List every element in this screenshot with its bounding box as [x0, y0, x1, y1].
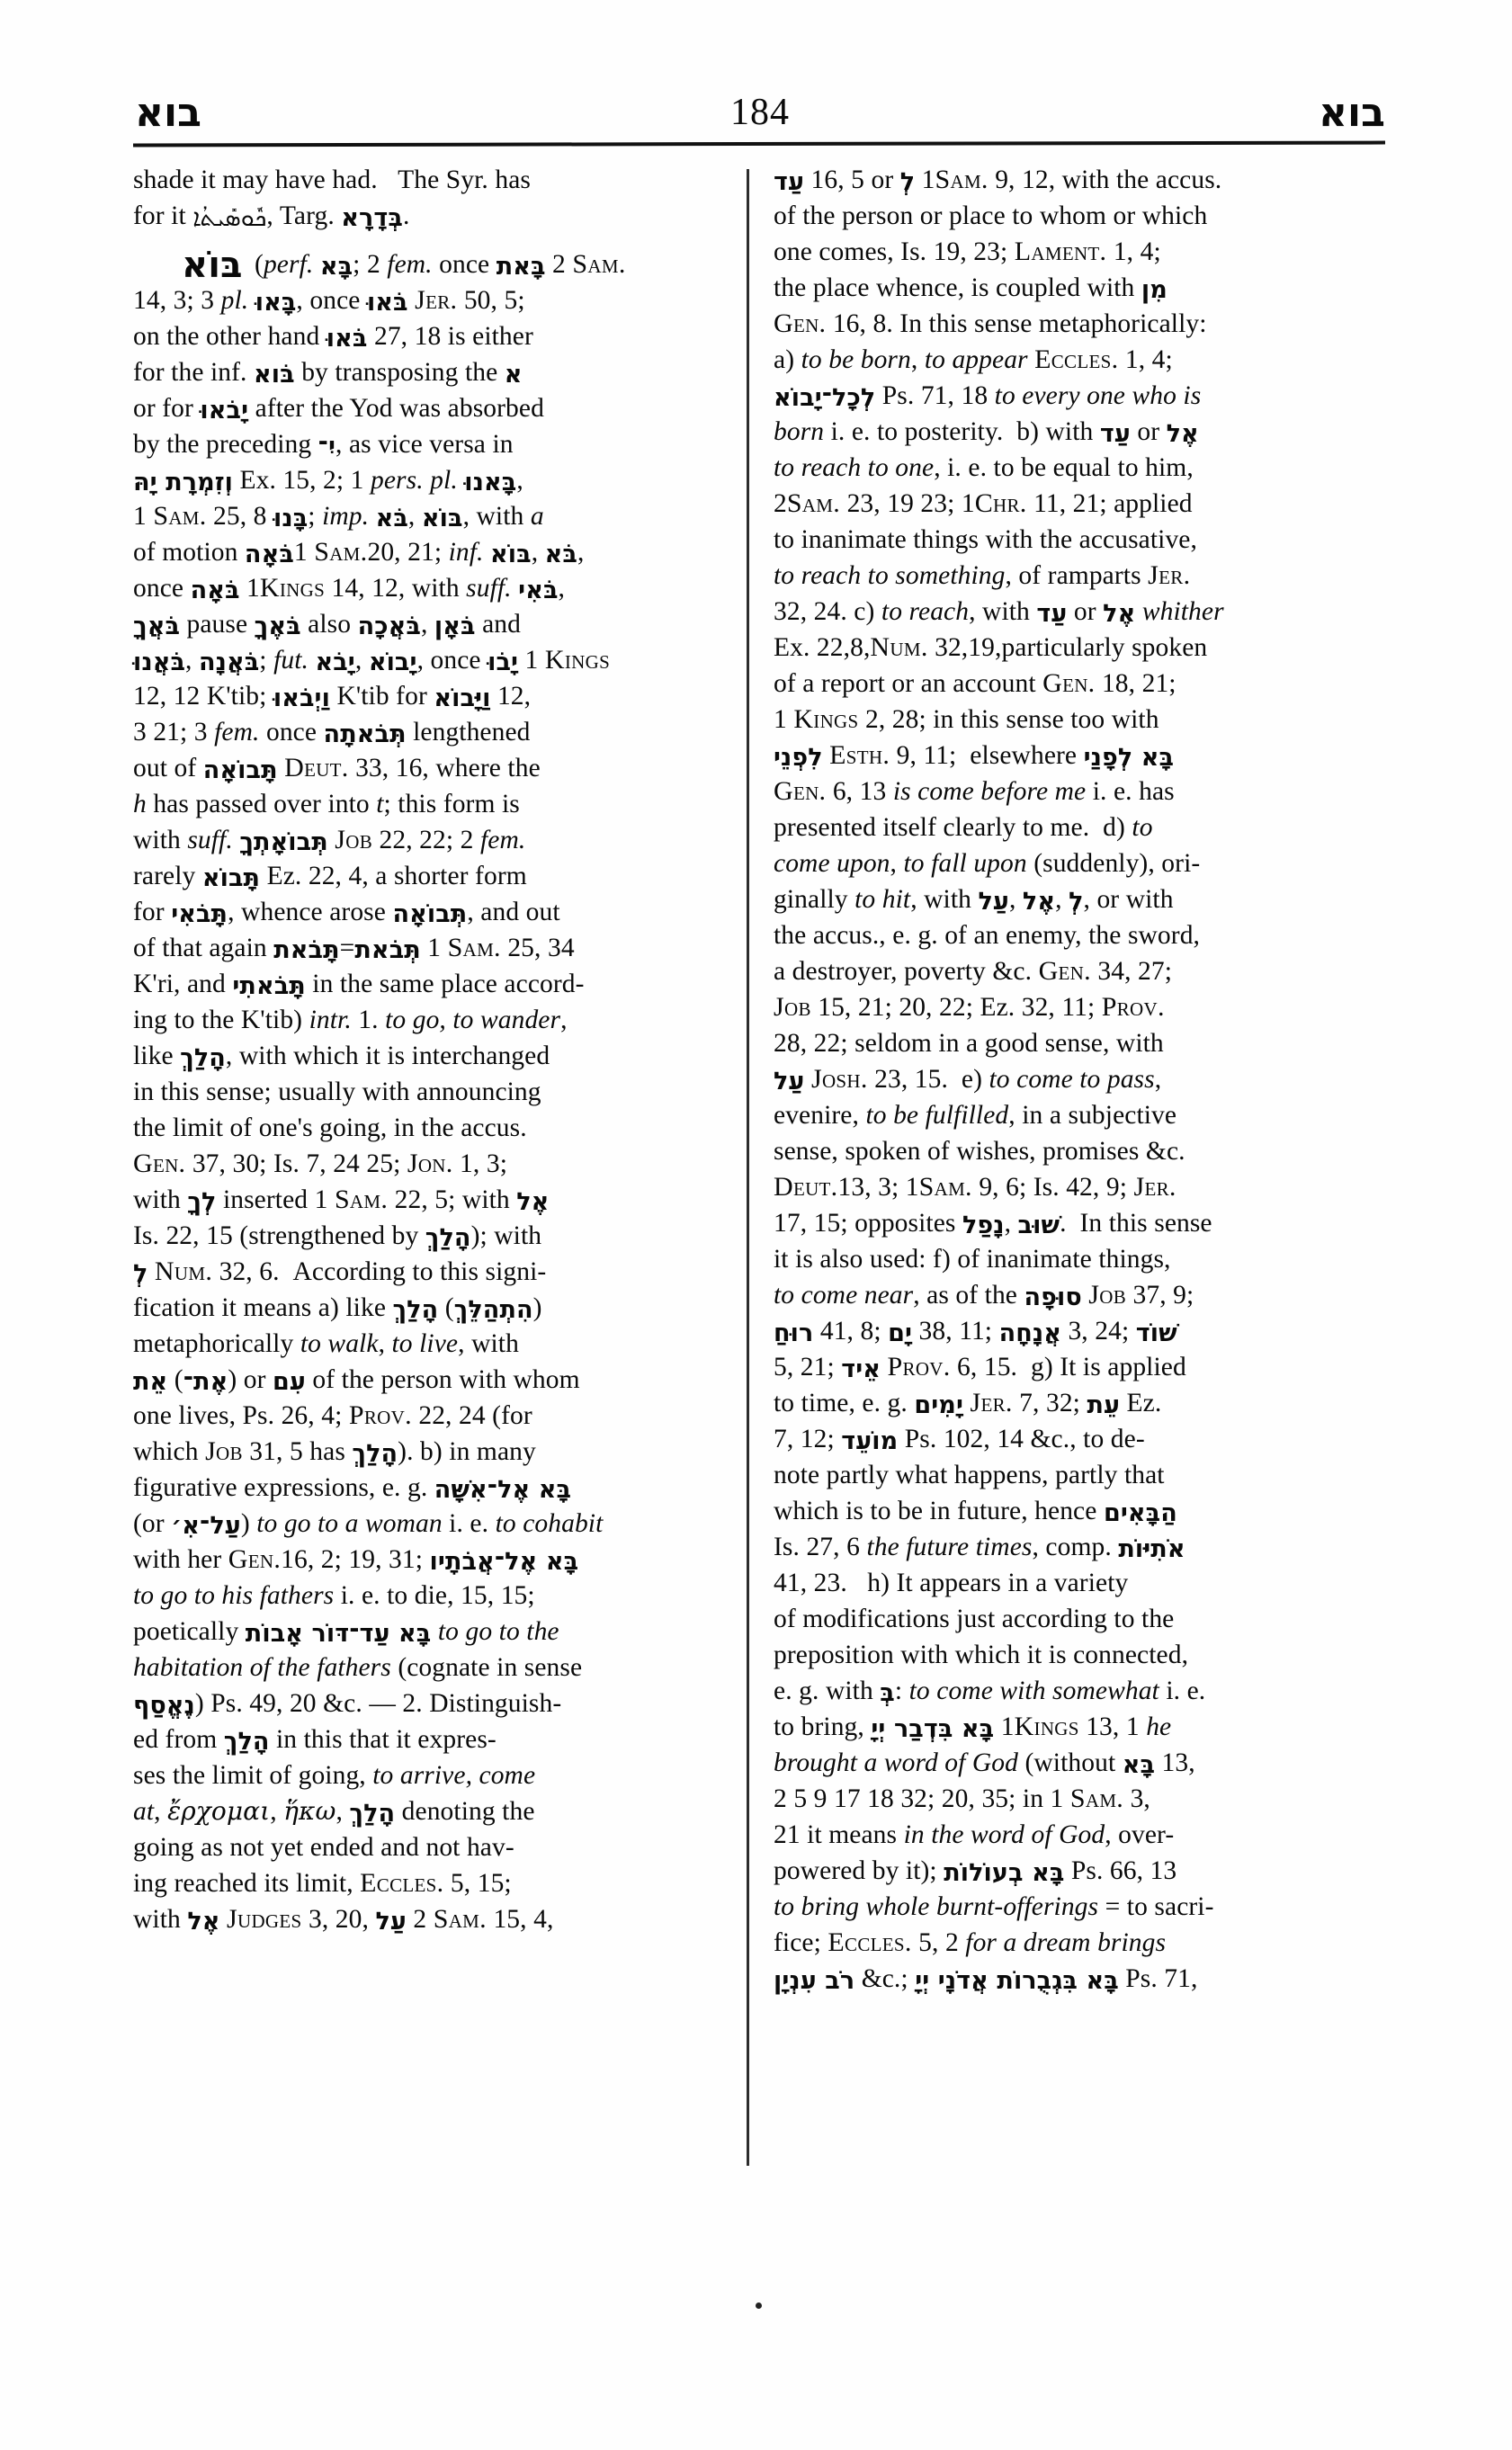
text-line: 21 it means in the word of God, over-	[774, 1820, 1175, 1849]
text-line: for תָּבֹאִי, whence arose תְּבוֹאָה, and out	[133, 894, 711, 930]
text-line: Gen. 37, 30; Is. 7, 24 25; Jon. 1, 3;	[133, 1149, 507, 1178]
greek-word: ἔρχομαι	[167, 1796, 271, 1826]
hebrew-word: יָבֹא	[315, 648, 355, 676]
text-line: one comes, Is. 19, 23; Lament. 1, 4;	[774, 237, 1161, 266]
text-line: in this sense; usually with announcing	[133, 1077, 541, 1106]
text-line: out of תָּבוֹאָה Deut. 33, 16, where the	[133, 750, 711, 786]
hebrew-word: הָלַךְ	[352, 1440, 398, 1468]
text-line: 3 21; 3 fem. once תְּבֹאתָה lengthened	[133, 714, 711, 750]
page-ornament-dot	[756, 2302, 762, 2309]
text-line: figurative expressions, e. g. בָּא אֶל־אִשָּׁה	[133, 1470, 711, 1506]
text-line: בֹּאֲנוּ, בֹּאֲנָה; fut. יָבֹא, יָבוֹא, once יָבֹוּ 1 Kings	[133, 642, 711, 678]
hebrew-word: יָמִים	[914, 1391, 963, 1419]
hebrew-word: תְּבוֹאָתְךָ	[239, 828, 328, 856]
text-line: K'ri, and תָּבֹאתִי in the same place accord-	[133, 966, 711, 1002]
text-line: to reach to one, i. e. to be equal to him,	[774, 453, 1194, 482]
text-line: e. g. with בְּ: to come with somewhat i. e.	[774, 1673, 1320, 1709]
text-line: אֵת (אֶת־) or עִם of the person with whom	[133, 1362, 711, 1398]
hebrew-word: בְּ	[880, 1679, 895, 1707]
hebrew-word: בֹּאֲנָה	[198, 648, 260, 676]
text-line: for the inf. בֹּוא by transposing the א	[133, 354, 711, 390]
hebrew-word: עִם	[272, 1368, 306, 1396]
hebrew-word: יָם	[888, 1319, 913, 1347]
hebrew-word: בֹּוא	[254, 361, 295, 389]
text-line: the place whence, is coupled with מִן	[774, 270, 1320, 306]
text-line: fication it means a) like הָלַךְ (הִתְהַלֵּךְ)	[133, 1290, 711, 1326]
hebrew-word: בָּא עַד־דּוֹר אָבוֹת	[245, 1620, 432, 1648]
hebrew-word: בָּא בִּגְבֻרוֹת אֲדֹנָי יְיָ	[915, 1967, 1119, 1995]
hebrew-word: הַבָּאִים	[1103, 1499, 1177, 1527]
hebrew-word: בָּא אֶל־אֲבֹתָיו	[429, 1548, 579, 1576]
hebrew-word: הָלַךְ	[349, 1800, 396, 1828]
text-line: 2 5 9 17 18 32; 20, 35; in 1 Sam. 3,	[774, 1784, 1150, 1813]
hebrew-word: תָּבוֹאָה	[202, 756, 278, 784]
hebrew-word: רֹב עִנְיָן	[774, 1967, 855, 1995]
hebrew-word: לְ	[1069, 888, 1084, 916]
text-line: shade it may have had. The Syr. has	[133, 165, 531, 194]
text-line: rarely תָּבוֹא Ez. 22, 4, a shorter form	[133, 858, 711, 894]
text-line: powered by it); בָּא בְעוֹלוֹת Ps. 66, 13	[774, 1853, 1320, 1889]
hebrew-word: יָבֹאוּ	[200, 397, 249, 425]
text-line: Ex. 22,8,Num. 32,19,particularly spoken	[774, 632, 1208, 662]
text-line: a) to be born, to appear Eccles. 1, 4;	[774, 344, 1173, 374]
text-line: evenire, to be fulfilled, in a subjective	[774, 1101, 1177, 1130]
hebrew-word: בֹּאֲכָה	[357, 612, 421, 640]
text-line: come upon, to fall upon (suddenly), ori-	[774, 849, 1201, 878]
text-line: to reach to something, of ramparts Jer.	[774, 560, 1191, 590]
hebrew-word: תָּבוֹא	[201, 864, 261, 892]
text-line: 2Sam. 23, 19 23; 1Chr. 11, 21; applied	[774, 488, 1193, 518]
hebrew-word: בֹּאֲךָ	[133, 612, 181, 640]
hebrew-word: בֹּאוּ	[326, 325, 368, 353]
hebrew-word: מִן	[1141, 276, 1168, 304]
hebrew-word: יִ־	[318, 433, 336, 460]
hebrew-word: תְּבֹאת	[354, 936, 421, 964]
running-head-right-headword: בוא	[1319, 90, 1385, 136]
entry-headword: בּוֹא	[182, 245, 243, 286]
text-line: one lives, Ps. 26, 4; Prov. 22, 24 (for	[133, 1400, 532, 1430]
text-line: going as not yet ended and not hav-	[133, 1833, 514, 1862]
text-line: metaphorically to walk, to live, with	[133, 1329, 519, 1358]
hebrew-word: אֶל	[1022, 888, 1056, 916]
hebrew-word: בָּא בְעוֹלוֹת	[944, 1859, 1065, 1887]
text-line: to go to his fathers i. e. to die, 15, 15;	[133, 1581, 535, 1610]
text-line: on the other hand בֹּאוּ 27, 18 is either	[133, 318, 711, 354]
hebrew-word: אֶת־	[183, 1368, 228, 1396]
hebrew-word: הָלַךְ	[180, 1044, 226, 1072]
hebrew-word: בֹּאֲנוּ	[133, 648, 186, 676]
text-line: the limit of one's going, in the accus.	[133, 1113, 527, 1142]
text-line: to bring, בָּא בִּדְבַר יְיָ 1Kings 13, 1 he	[774, 1709, 1320, 1745]
text-line: or for יָבֹאוּ after the Yod was absorbed	[133, 390, 711, 426]
hebrew-word: בָּאנוּ	[464, 469, 517, 496]
text-line: 17, 15; opposites נָפַל, שׁוּב. In this sense	[774, 1205, 1320, 1241]
hebrew-word: וַיְבֹאוּ	[273, 684, 330, 712]
text-line: of that again תָּבֹאת=תְּבֹאת 1 Sam. 25, 34	[133, 930, 711, 966]
hebrew-word: בָּא	[319, 253, 353, 281]
hebrew-word: לְכָל־יָבוֹא	[774, 384, 876, 412]
running-head-left-headword: בוא	[135, 90, 201, 136]
page-number: 184	[730, 92, 790, 133]
hebrew-word: בּוֹא	[490, 541, 532, 568]
running-head	[135, 70, 1385, 136]
text-line: h has passed over into t; this form is	[133, 790, 520, 818]
text-line: רֹב עִנְיָן &c.; בָּא בִּגְבֻרוֹת אֲדֹנָי יְיָ Ps. 71,	[774, 1961, 1320, 1997]
text-line: לְ Num. 32, 6. According to this signi-	[133, 1254, 711, 1290]
hebrew-word: אֶל	[187, 1908, 220, 1936]
hebrew-word: סוּפָה	[1024, 1283, 1082, 1311]
hebrew-word: אֵת	[133, 1368, 168, 1396]
text-line: at, ἔρχομαι, ἥκω, הָלַךְ denoting the	[133, 1793, 711, 1829]
hebrew-word: לְ	[899, 168, 916, 196]
text-line: 1 Kings 2, 28; in this sense too with	[774, 704, 1159, 734]
hebrew-word: אֵיד	[841, 1355, 881, 1383]
hebrew-word: עַל	[774, 1068, 805, 1095]
text-line: 1 Sam. 25, 8 בָּנוּ; imp. בֹּא, בּוֹא, with a	[133, 498, 711, 534]
text-line: וְזִמְרָת יָהּ Ex. 15, 2; 1 pers. pl. בָּאנוּ,	[133, 462, 711, 498]
hebrew-word: עַד	[1036, 600, 1068, 628]
text-line: to inanimate things with the accusative,	[774, 525, 1197, 554]
text-line: Job 15, 21; 20, 22; Ez. 32, 11; Prov.	[774, 992, 1165, 1022]
hebrew-letter: א	[504, 361, 523, 389]
text-line: habitation of the fathers (cognate in sense	[133, 1653, 583, 1682]
hebrew-word: בֹּאוּ	[366, 289, 408, 317]
header-rule	[133, 141, 1385, 148]
hebrew-word: תְּבֹאתָה	[323, 720, 407, 748]
text-line: which is to be in future, hence הַבָּאִים	[774, 1493, 1320, 1529]
hebrew-word: עֵת	[1087, 1391, 1121, 1419]
text-line: 12, 12 K'tib; וַיְבֹאוּ K'tib for וַיָּבוֹא 12,	[133, 678, 711, 714]
hebrew-word: הִתְהַלֵּךְ	[453, 1296, 533, 1324]
text-line: with suff. תְּבוֹאָתְךָ Job 22, 22; 2 fem.	[133, 822, 711, 858]
text-line: poetically בָּא עַד־דּוֹר אָבוֹת to go to the	[133, 1614, 711, 1650]
hebrew-word: יָבֹוּ	[488, 648, 519, 676]
hebrew-word: עַד	[1099, 420, 1131, 448]
hebrew-word: תְּבוֹאָה	[392, 900, 468, 928]
text-line: 14, 3; 3 pl. בָּאוּ, once בֹּאוּ Jer. 50, 5;	[133, 282, 711, 318]
text-line: with her Gen.16, 2; 19, 31; בָּא אֶל־אֲבֹתָיו	[133, 1542, 711, 1578]
text-line: to time, e. g. יָמִים Jer. 7, 32; עֵת Ez.	[774, 1385, 1320, 1421]
hebrew-word: בֹּאָה	[190, 577, 240, 604]
text-line: with אֶל Judges 3, 20, עַל 2 Sam. 15, 4,	[133, 1901, 711, 1937]
hebrew-word: בֹּאָן	[434, 612, 476, 640]
hebrew-word: בֹּא	[375, 505, 408, 532]
hebrew-word: תָּבֹאִי	[171, 900, 228, 928]
text-line: Gen. 6, 13 is come before me i. e. has	[774, 776, 1175, 806]
hebrew-word: רוּחַ	[774, 1319, 814, 1347]
text-line: it is also used: f) of inanimate things,	[774, 1245, 1171, 1274]
hebrew-word: אֶל	[1166, 420, 1199, 448]
hebrew-word: יָבוֹא	[368, 648, 417, 676]
hebrew-word: עַל־אִ׳	[171, 1512, 241, 1540]
left-column	[133, 162, 727, 1997]
text-line: once בֹּאָה 1Kings 14, 12, with suff. בֹּאִי,	[133, 570, 711, 606]
text-line: נֶאֱסַף) Ps. 49, 20 &c. — 2. Distinguish-	[133, 1685, 711, 1721]
text-line: ing to the K'tib) intr. 1. to go, to wander,	[133, 1006, 568, 1034]
text-line: בֹּאֲךָ pause בֹּאֶךָ also בֹּאֲכָה, בֹּאָן and	[133, 606, 711, 642]
hebrew-word: שׁוּב	[1017, 1212, 1060, 1239]
hebrew-word: לְ	[133, 1260, 148, 1288]
hebrew-word: עַל	[375, 1908, 407, 1936]
hebrew-word: מוֹעֵד	[841, 1427, 899, 1455]
text-line: Gen. 16, 8. In this sense metaphorically:	[774, 308, 1207, 338]
text-line: preposition with which it is connected,	[774, 1641, 1189, 1669]
text-line: לִפְנֵי Esth. 9, 11; elsewhere בָּא לְפָנַי	[774, 738, 1320, 773]
text-line: עַד 16, 5 or לְ 1Sam. 9, 12, with the accus.	[774, 162, 1320, 198]
hebrew-word: בָּנוּ	[273, 505, 309, 532]
hebrew-word: בָּא בִּדְבַר יְיָ	[871, 1715, 995, 1743]
text-line: ginally to hit, with עַל, אֶל, לְ, or with	[774, 881, 1320, 917]
hebrew-word: תָּבֹאתִי	[232, 972, 306, 1000]
hebrew-word: בָּא אֶל־אִשָּׁה	[434, 1476, 572, 1504]
hebrew-word: עַד	[774, 168, 805, 196]
hebrew-word: הָלַךְ	[425, 1224, 471, 1252]
entry-line: בּוֹא (perf. בָּא; 2 fem. once בָּאת 2 Sam.	[182, 245, 626, 286]
hebrew-word: אֲנָחָה	[998, 1319, 1061, 1347]
hebrew-word: שׁוֹד	[1135, 1319, 1177, 1347]
hebrew-word: תָּבֹאת	[273, 936, 340, 964]
hebrew-word: עַל	[978, 888, 1009, 916]
text-line: (or עַל־אִ׳) to go to a woman i. e. to cohabit	[133, 1506, 711, 1542]
hebrew-word: נָפַל	[962, 1212, 1005, 1239]
hebrew-word: בֹּאָה	[244, 541, 294, 568]
hebrew-word: אֶל	[1103, 600, 1136, 628]
hebrew-word: בָּאת	[496, 253, 546, 281]
hebrew-word: וַיָּבוֹא	[434, 684, 491, 712]
hebrew-word: בְּדָרָא	[341, 204, 403, 232]
hebrew-word: בֹּאֶךָ	[254, 612, 301, 640]
text-line: of motion בֹּאָה1 Sam.20, 21; inf. בּוֹא, בֹּא,	[133, 534, 711, 570]
hebrew-word: לִפְנֵי	[774, 744, 823, 772]
hebrew-word: אֶל	[516, 1188, 550, 1216]
text-line: 41, 23. h) It appears in a variety	[774, 1569, 1129, 1597]
text-line: Is. 27, 6 the future times, comp. אֹתִיּוֹת	[774, 1529, 1320, 1565]
hebrew-word: לְךָ	[187, 1188, 217, 1216]
text-line: brought a word of God (without בָּא 13,	[774, 1745, 1320, 1781]
text-line: לְכָל־יָבוֹא Ps. 71, 18 to every one who is	[774, 378, 1320, 414]
hebrew-word: הָלַךְ	[223, 1728, 270, 1756]
text-line: of a report or an account Gen. 18, 21;	[774, 668, 1176, 698]
text-line: to bring whole burnt-offerings = to sacri-	[774, 1892, 1214, 1921]
text-line: for it ܟܽܘܣܺܝܬܳܐ, Targ. בְּדָרָא.	[133, 198, 711, 234]
text-line: which Job 31, 5 has הָלַךְ). b) in many	[133, 1434, 711, 1470]
text-line: of modifications just according to the	[774, 1605, 1175, 1633]
text-line: like הָלַךְ, with which it is interchanged	[133, 1038, 711, 1074]
hebrew-word: בָּא	[1122, 1751, 1156, 1779]
hebrew-word: בּוֹא	[421, 505, 463, 532]
hebrew-word: נֶאֱסַף	[133, 1692, 195, 1720]
text-line: note partly what happens, partly that	[774, 1461, 1165, 1489]
text-line: born i. e. to posterity. b) with עַד or אֶל	[774, 414, 1320, 450]
text-line: Deut.13, 3; 1Sam. 9, 6; Is. 42, 9; Jer.	[774, 1172, 1176, 1202]
text-line: Is. 22, 15 (strengthened by הָלַךְ); with	[133, 1218, 711, 1254]
text-line: by the preceding יִ־, as vice versa in	[133, 426, 711, 462]
text-line: to come near, as of the סוּפָה Job 37, 9;	[774, 1277, 1320, 1313]
text-line: 28, 22; seldom in a good sense, with	[774, 1029, 1164, 1058]
text-line: 7, 12; מוֹעֵד Ps. 102, 14 &c., to de-	[774, 1421, 1320, 1457]
syriac-word: ܟܽܘܣܺܝܬܳܐ	[192, 204, 267, 232]
text-line: ed from הָלַךְ in this that it expres-	[133, 1721, 711, 1757]
hebrew-word: בֹּאִי	[518, 577, 559, 604]
text-line: presented itself clearly to me. d) to	[774, 813, 1153, 842]
text-line: sense, spoken of wishes, promises &c.	[774, 1137, 1185, 1166]
hebrew-word: אֹתִיּוֹת	[1118, 1535, 1185, 1563]
text-line: 5, 21; אֵיד Prov. 6, 15. g) It is applied	[774, 1349, 1320, 1385]
hebrew-word: בֹּא	[544, 541, 577, 568]
text-line: עַל Josh. 23, 15. e) to come to pass,	[774, 1061, 1320, 1097]
text-line: a destroyer, poverty &c. Gen. 34, 27;	[774, 956, 1173, 986]
text-line: ing reached its limit, Eccles. 5, 15;	[133, 1868, 512, 1898]
right-column	[727, 162, 1320, 1997]
text-line: fice; Eccles. 5, 2 for a dream brings	[774, 1927, 1167, 1957]
text-line: ses the limit of going, to arrive, come	[133, 1761, 536, 1790]
text-line: the accus., e. g. of an enemy, the sword,	[774, 921, 1201, 950]
hebrew-word: בָּא לְפָנַי	[1083, 744, 1175, 772]
hebrew-word: וְזִמְרָת יָהּ	[133, 469, 234, 496]
text-line: 32, 24. c) to reach, with עַד or אֶל whither	[774, 594, 1320, 630]
column-container	[133, 162, 1385, 1997]
text-line: with לְךָ inserted 1 Sam. 22, 5; with אֶל	[133, 1182, 711, 1218]
hebrew-word: בָּאוּ	[255, 289, 297, 317]
greek-word: ἥκω	[283, 1796, 336, 1826]
text-line: of the person or place to whom or which	[774, 201, 1208, 230]
hebrew-word: הָלַךְ	[392, 1296, 439, 1324]
text-line: רוּחַ 41, 8; יָם 38, 11; אֲנָחָה 3, 24; שׁוֹד	[774, 1313, 1320, 1349]
